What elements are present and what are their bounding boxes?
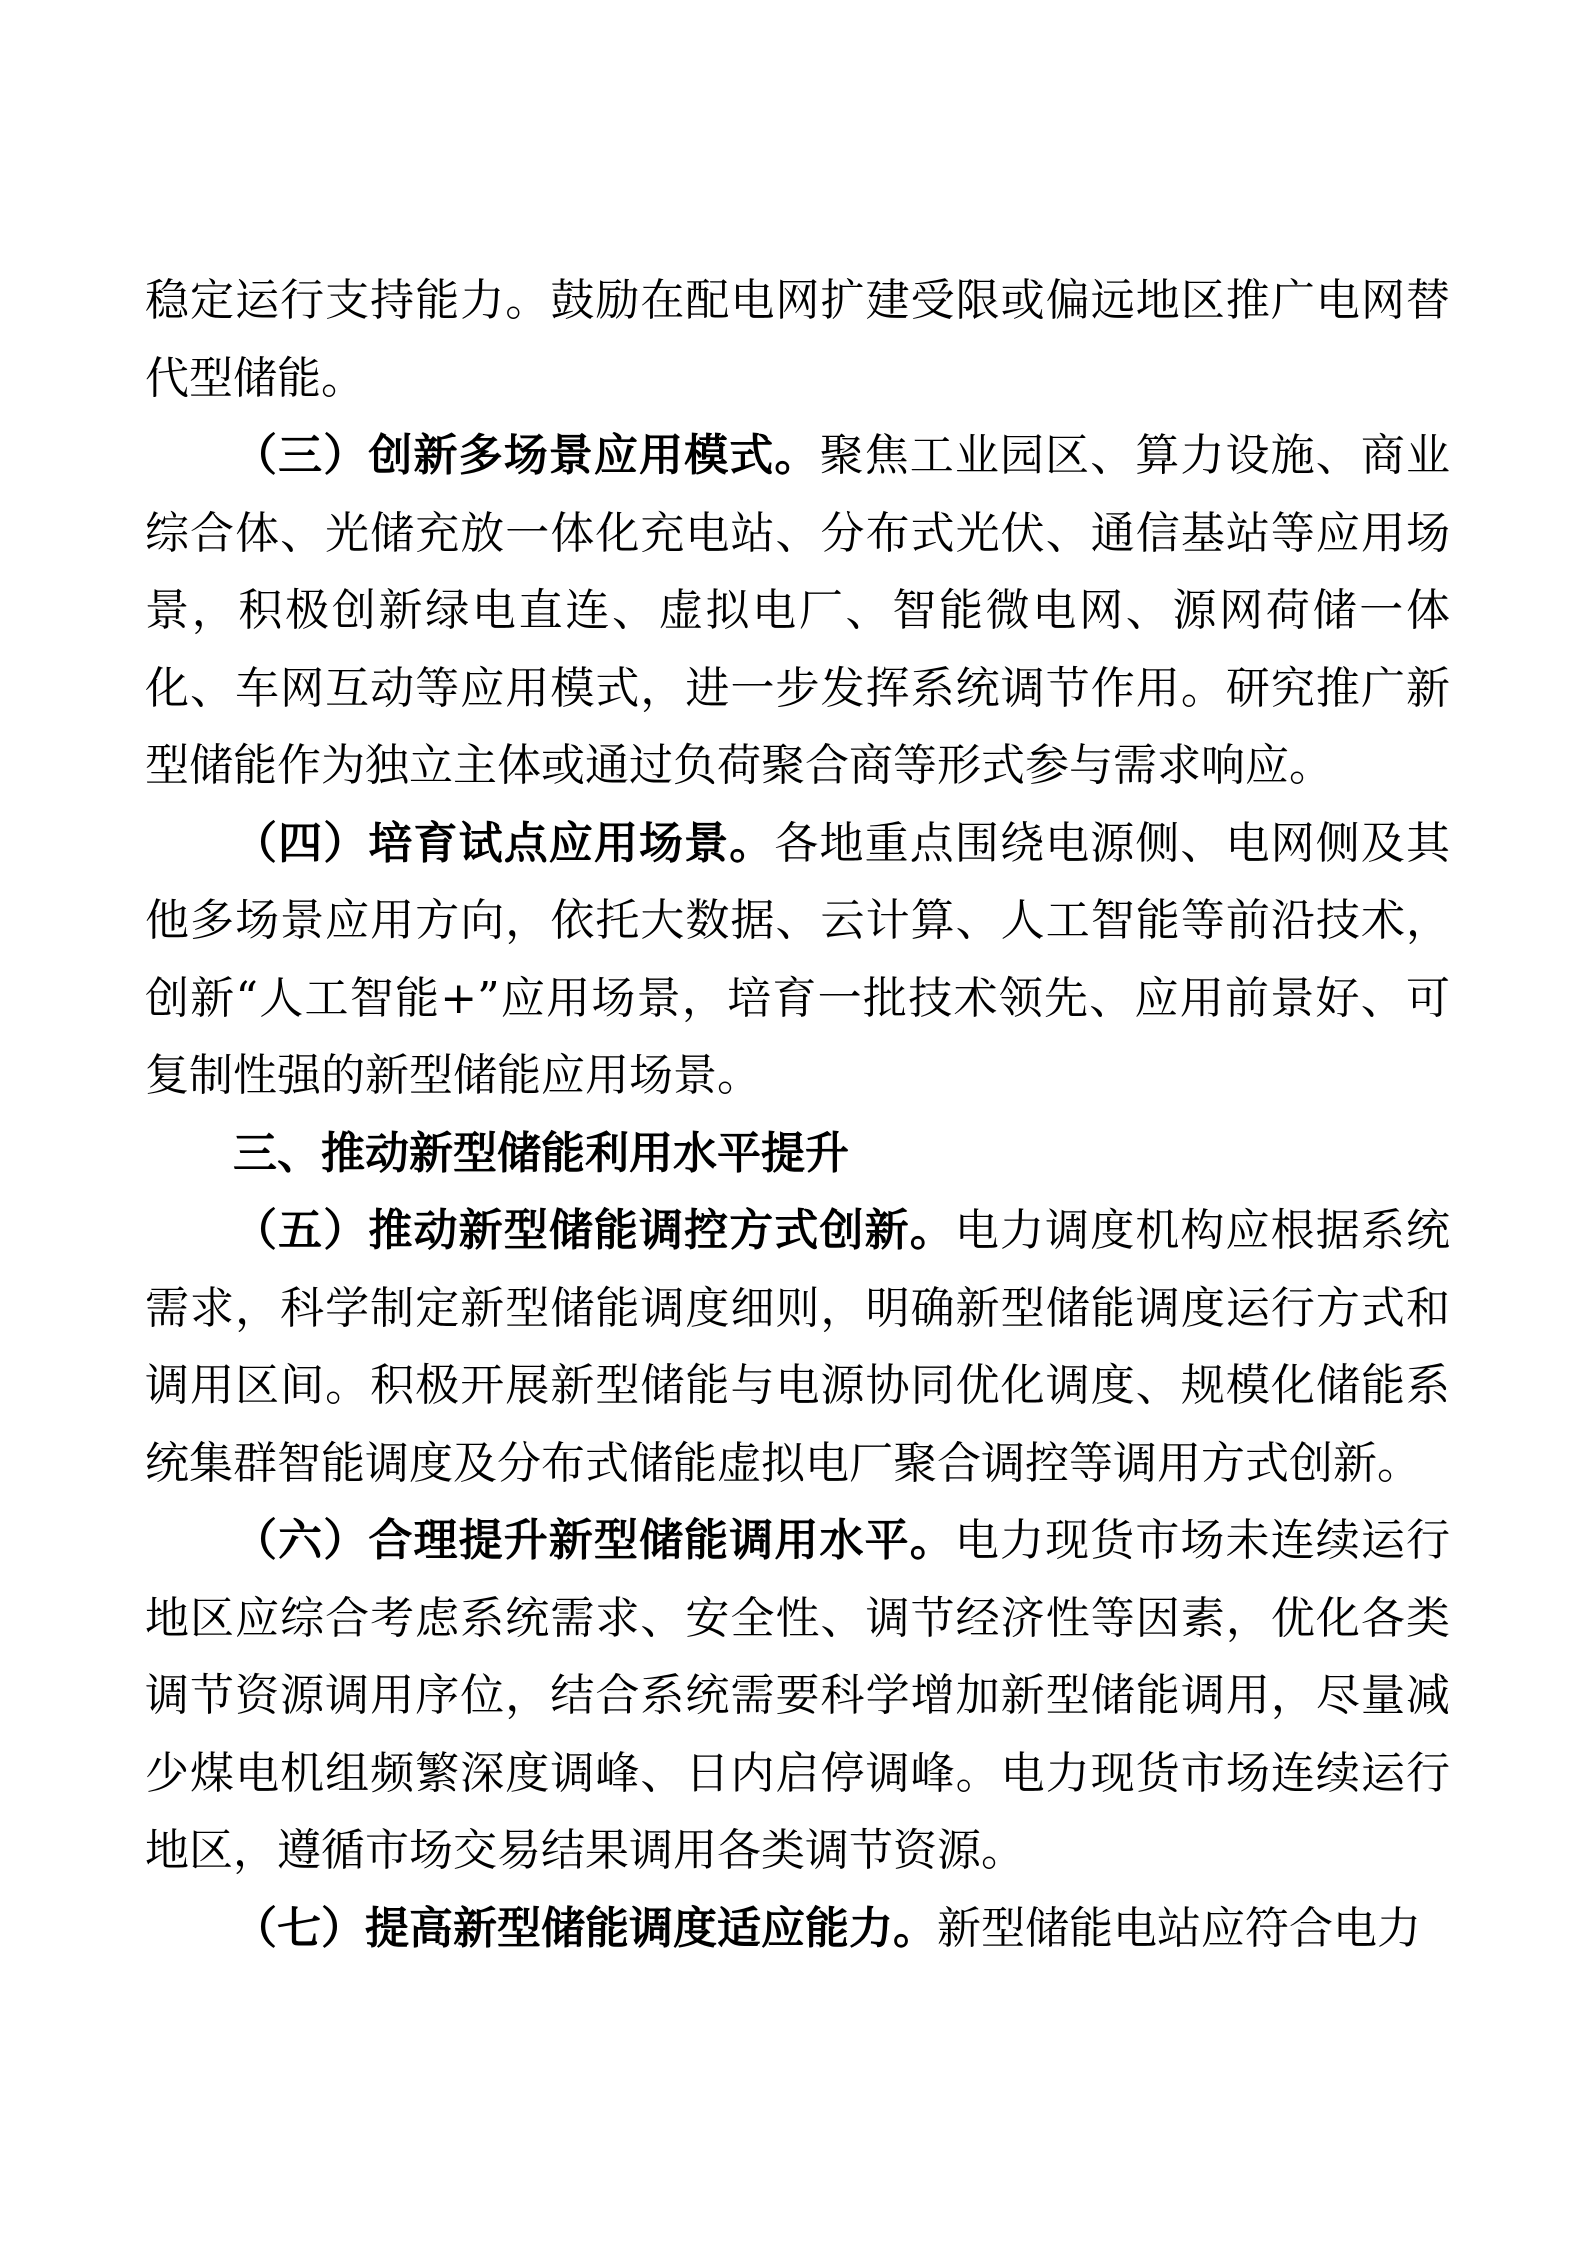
paragraph-lead-bold: （三）创新多场景应用模式。 (233, 430, 820, 481)
paragraph-text: 各地重点围绕电源侧、电网侧及其他多场景应用方向，依托大数据、云计算、人工智能等前沿技术，创新“人工智能+”应用场景，培育一批技术领先、应用前景好、可复制性强的新型储能应用场景。 (145, 817, 1451, 1101)
paragraph-lead-bold: （四）培育试点应用场景。 (233, 817, 775, 869)
paragraph-text: 稳定运行支持能力。鼓励在配电网扩建受限或偏远地区推广电网替代型储能。 (145, 275, 1450, 404)
paragraph-lead-bold: （七）提高新型储能调度适应能力。 (233, 1902, 937, 1954)
paragraph-lead-bold: （五）推动新型储能调控方式创新。 (233, 1205, 955, 1256)
para-item-6 (145, 1502, 1450, 1890)
paragraph-lead-bold: （六）合理提升新型储能调用水平。 (233, 1515, 955, 1566)
para-continuation (145, 262, 1450, 417)
para-item-3 (145, 417, 1450, 805)
para-item-4 (145, 805, 1450, 1115)
para-item-7 (145, 1890, 1450, 1968)
paragraph-text: 电力调度机构应根据系统需求，科学制定新型储能调度细则，明确新型储能调度运行方式和调用区间。积极开展新型储能与电源协同优化调度、规模化储能系统集群智能调度及分布式储能虚拟电厂聚合调控等调用方式创新。 (145, 1205, 1451, 1489)
paragraph-lead-bold: 三、推动新型储能利用水平提升 (233, 1127, 849, 1179)
para-item-5 (145, 1192, 1450, 1502)
paragraph-text: 聚焦工业园区、算力设施、商业综合体、光储充放一体化充电站、分布式光伏、通信基站等应用场景，积极创新绿电直连、虚拟电厂、智能微电网、源网荷储一体化、车网互动等应用模式，进一步发挥系统调节作用。研究推广新型储能作为独立主体或通过负荷聚合商等形式参与需求响应。 (145, 430, 1450, 791)
paragraph-text: 电力现货市场未连续运行地区应综合考虑系统需求、安全性、调节经济性等因素，优化各类调节资源调用序位，结合系统需要科学增加新型储能调用，尽量减少煤电机组频繁深度调峰、日内启停调峰。电力现货市场连续运行地区，遵循市场交易结果调用各类调节资源。 (145, 1515, 1451, 1876)
section-heading-3 (145, 1115, 1450, 1193)
paragraph-text: 新型储能电站应符合电力 (937, 1902, 1421, 1954)
document-body (145, 262, 1450, 1967)
